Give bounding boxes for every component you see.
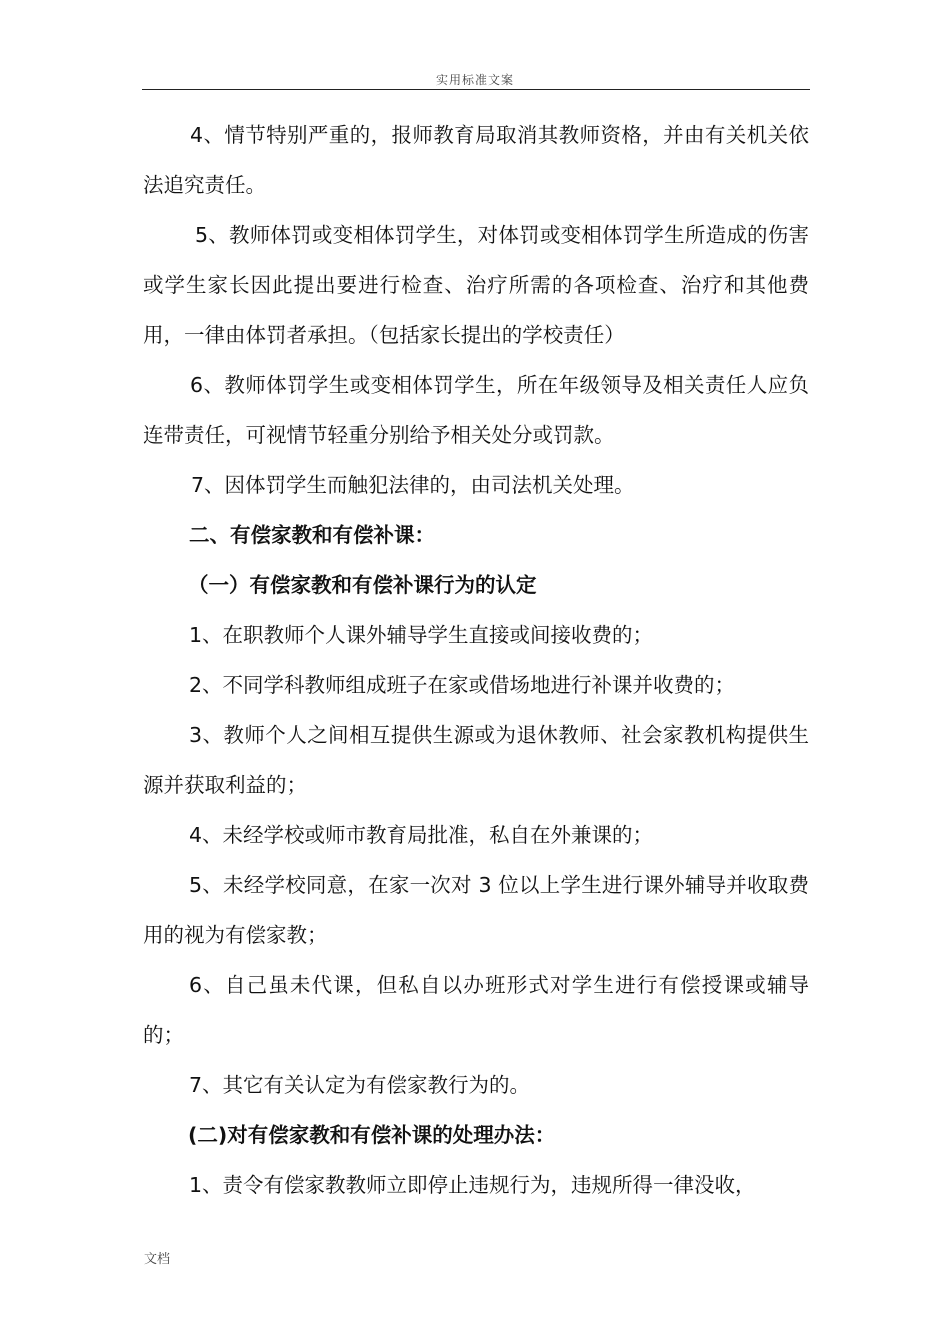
header-divider (142, 89, 810, 90)
identification-item-3: 3、教师个人之间相互提供生源或为退休教师、社会家教机构提供生源并获取利益的； (143, 723, 809, 797)
subsection-heading-identification: （一）有偿家教和有偿补课行为的认定 (188, 573, 537, 597)
paragraph-punishment-item-7: 7、因体罚学生而触犯法律的，由司法机关处理。 (191, 473, 635, 497)
document-body (143, 110, 809, 1210)
page-footer-label: 文档 (144, 1252, 171, 1267)
identification-item-1: 1、在职教师个人课外辅导学生直接或间接收费的； (189, 623, 654, 647)
identification-item-6: 6、自己虽未代课，但私自以办班形式对学生进行有偿授课或辅导的； (143, 973, 809, 1047)
identification-item-7: 7、其它有关认定为有偿家教行为的。 (189, 1073, 531, 1097)
subsection-heading-handling: (二)对有偿家教和有偿补课的处理办法： (188, 1123, 556, 1147)
identification-item-2: 2、不同学科教师组成班子在家或借场地进行补课并收费的； (189, 673, 736, 697)
paragraph-punishment-item-6: 6、教师体罚学生或变相体罚学生，所在年级领导及相关责任人应负连带责任，可视情节轻重分别给予相关处分或罚款。 (143, 373, 809, 447)
section-heading-paid-tutoring: 二、有偿家教和有偿补课： (189, 523, 435, 547)
paragraph-punishment-item-5: 5、教师体罚或变相体罚学生，对体罚或变相体罚学生所造成的伤害或学生家长因此提出要进行检查、治疗所需的各项检查、治疗和其他费用，一律由体罚者承担。（包括家长提出的学校责任） (143, 223, 809, 347)
paragraph-punishment-item-4: 4、情节特别严重的，报师教育局取消其教师资格，并由有关机关依法追究责任。 (143, 123, 809, 197)
identification-item-4: 4、未经学校或师市教育局批准，私自在外兼课的； (189, 823, 654, 847)
page-header-title: 实用标准文案 (435, 73, 514, 87)
handling-item-1: 1、责令有偿家教教师立即停止违规行为，违规所得一律没收， (189, 1173, 756, 1197)
identification-item-5: 5、未经学校同意，在家一次对 3 位以上学生进行课外辅导并收取费用的视为有偿家教； (143, 873, 809, 947)
